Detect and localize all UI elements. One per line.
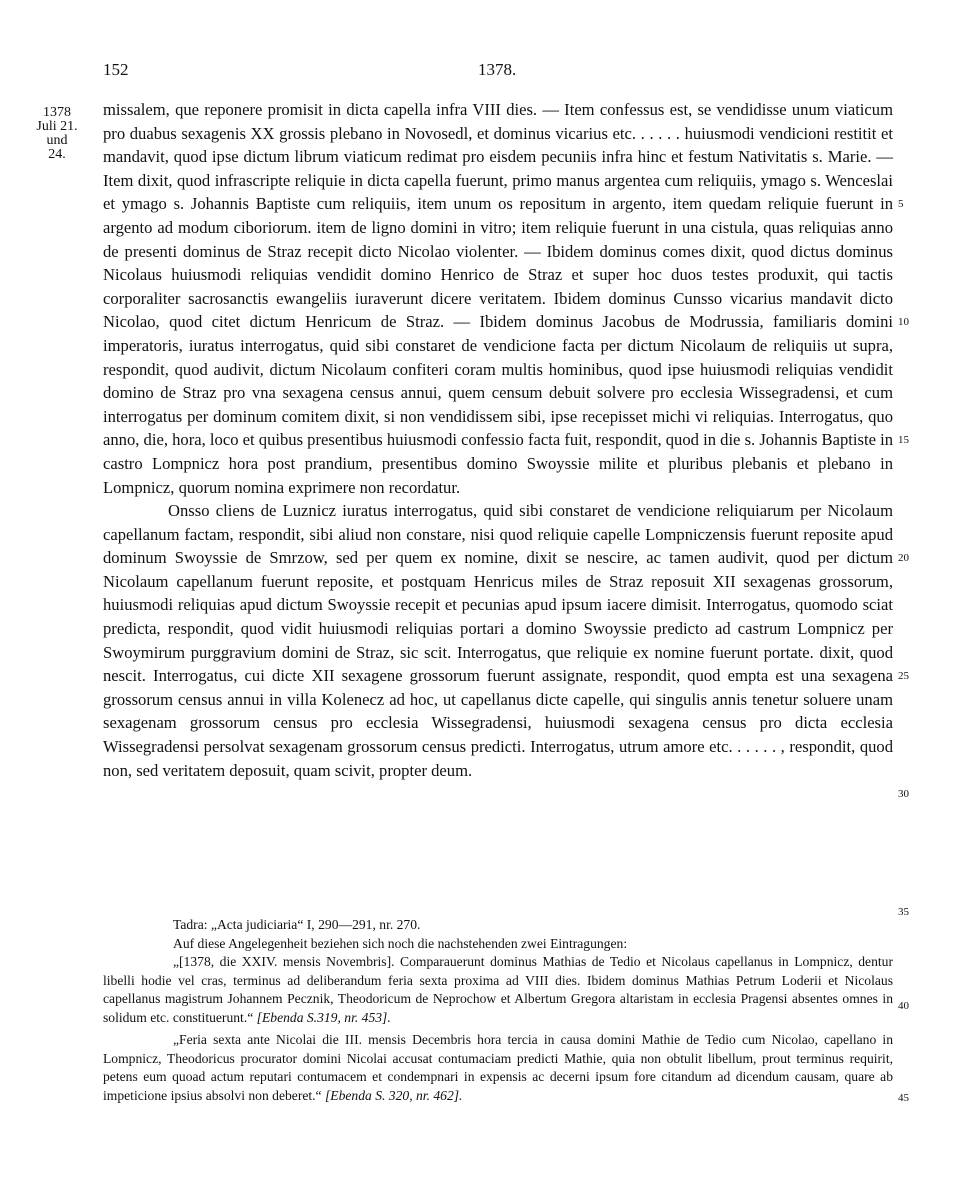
margin-date-year: 1378 xyxy=(43,105,71,120)
line-number-25: 25 xyxy=(898,670,909,682)
margin-date-day1: Juli 21. xyxy=(36,119,78,134)
line-number-30: 30 xyxy=(898,788,909,800)
line-number-10: 10 xyxy=(898,316,909,328)
note-entry-1-ref: [Ebenda S.319, nr. 453]. xyxy=(256,1009,391,1025)
note-entry-2-text: „Feria sexta ante Nicolai die III. mensis Decembris hora tercia in causa domini Mathie de Tedio cum Nicolao, capellano in Lompnicz, Theodoricus procurator domini Nicolai accusat contumaciam predicti Mathie, quia non obtulit libellum, prout terminus requirit, petens eum quoad actum reputari contumacem et condempnari in expensis ac decerni ipsum fore citandum ad dicendum causam, quare ab impeticione ipsius absolvi non deberet.“ xyxy=(103,1032,893,1103)
page-number: 152 xyxy=(103,60,129,79)
line-number-45: 45 xyxy=(898,1092,909,1104)
running-head-year: 1378. xyxy=(478,60,517,79)
margin-date-conj: und xyxy=(46,133,68,148)
source-citation: Tadra: „Acta judiciaria“ I, 290—291, nr. 270. xyxy=(173,917,421,932)
note-entry-1-text: „[1378, die XXIV. mensis Novembris]. Comparauerunt dominus Mathias de Tedio et Nicolaus capellanus in Lompnicz, dentur libelli hodie vel cras, terminus ad deliberandum feria sexta proxima ad VIII dies. Ibidem dominus Mathias Petrum Loderii et Nicolaus capellanus magistrum Johannem Pecznik, Theodoricum de Neprochow et Albertum Gregora altaristam in ecclesia Pragensi absentes omnes in solidum etc. constituerunt.“ xyxy=(103,954,893,1025)
paragraph-1: missalem, que reponere promisit in dicta capella infra VIII dies. — Item confessus est, se vendidisse unum viaticum pro duabus sexagenis XX grossis plebano in Novosedl, et dominus vicarius etc. . . . . . huiusmodi vendicioni restitit et mandavit, quod ipse dictum librum viaticum redimat pro eisdem pecuniis infra hinc et festum Nativitatis s. Marie. — Item dixit, quod infrascripte reliquie in dicta capella fuerunt, primo manus argentea cum reliquiis, ymago s. Wenceslai et ymago s. Johannis Baptiste cum reliquiis, item unum os repositum in argento, item quedam reliquie fuerunt in argento ad modum ciboriorum. item de ligno domini in vitro; item reliquie fuerunt in una cistula, quas reliquias anno de presenti dominus de Straz recepit dicto Nicolao violenter. — Ibidem dominus comes dixit, quod dictus dominus Nicolaus huiusmodi reliquias vendidit domino Henrico de Straz et super hoc duos testes produxit, qui tactis corporaliter sacrosanctis ewangeliis iuraverunt dicere veritatem. Ibidem dominus Cunsso vicarius mandavit dicto Nicolao, quod citet dictum Henricum de Straz. — Ibidem dominus Jacobus de Modrussia, familiaris domini imperatoris, iuratus interrogatus, quid sibi constaret de vendicione facta per dictum Nicolaum de reliquiis ut supra, respondit, quod audivit, dictum Nicolaum confiteri coram multis hominibus, quod ipse huiusmodi reliquias vendidit domino de Straz pro vna sexagena census annui, quem censum debuit solvere pro ecclesia Wissegradensi, et cum interrogatus per dominum comitem dixit, si non vendidissem sibi, ipse recepisset michi vi reliquias. Interrogatus, quo anno, die, hora, loco et quibus presentibus huiusmodi confessio facta fuit, respondit, quod in die s. Johannis Baptiste in castro Lompnicz hora post prandium, presentibus domino Swoyssie milite et pluribus plebanis et plebano in Lompnicz, quorum nomina exprimere non recordatur. xyxy=(103,100,893,497)
note-entry-2 xyxy=(103,1031,893,1105)
line-number-15: 15 xyxy=(898,434,909,446)
line-number-40: 40 xyxy=(898,1000,909,1012)
page-header xyxy=(103,60,893,84)
note-entry-1 xyxy=(103,953,893,1027)
line-number-35: 35 xyxy=(898,906,909,918)
line-number-5: 5 xyxy=(898,198,904,210)
paragraph-2: Onsso cliens de Luznicz iuratus interrogatus, quid sibi constaret de vendicione reliquiarum per Nicolaum capellanum factam, respondit, sibi aliud non constare, nisi quod reliquie capelle Lompniczensis fuerunt reposite apud dominum Swoyssie de Smrzow, sed per quem ex nomine, dixit se nescire, ac tamen audivit, quod per dictum Nicolaum capellanum fuerunt reposite, et postquam Henricus miles de Straz reposuit XII sexagenas grossorum, huiusmodi reliquias apud dictum Swoyssie recepit et pecunias apud ipsum iacere dimisit. Interrogatus, quomodo sciat predicta, respondit, quod vidit huiusmodi reliquias portari a domino Swoyssie predicto ad castrum Lompnicz per Swoymirum purggravium domini de Straz, sic scit. Interrogatus, que reliquie ex nomine fuerunt portate. dixit, quod nescit. Interrogatus, cui dicte XII sexagene grossorum fuerunt assignate, respondit, quod empta est una sexagena grossorum census annui in villa Kolenecz ad hoc, ut capellanus dicte capelle, qui singulis annis tenetur soluere unam sexagenam grossorum census pro ecclesia Wissegradensi, huiusmodi sexagena census pro dicta ecclesia Wissegradensi persolvat sexagenam grossorum census predicti. Interrogatus, utrum amore etc. . . . . . , respondit, quod non, sed veritatem deposuit, quam scivit, propter deum. xyxy=(103,501,893,780)
note-entry-2-ref: [Ebenda S. 320, nr. 462]. xyxy=(325,1087,463,1103)
notes-intro: Auf diese Angelegenheit beziehen sich noch die nachstehenden zwei Eintragungen: xyxy=(173,935,628,951)
margin-date xyxy=(22,106,92,162)
line-number-20: 20 xyxy=(898,552,909,564)
footnotes xyxy=(103,916,893,1105)
main-text xyxy=(103,98,893,782)
margin-date-day2: 24. xyxy=(48,147,66,162)
